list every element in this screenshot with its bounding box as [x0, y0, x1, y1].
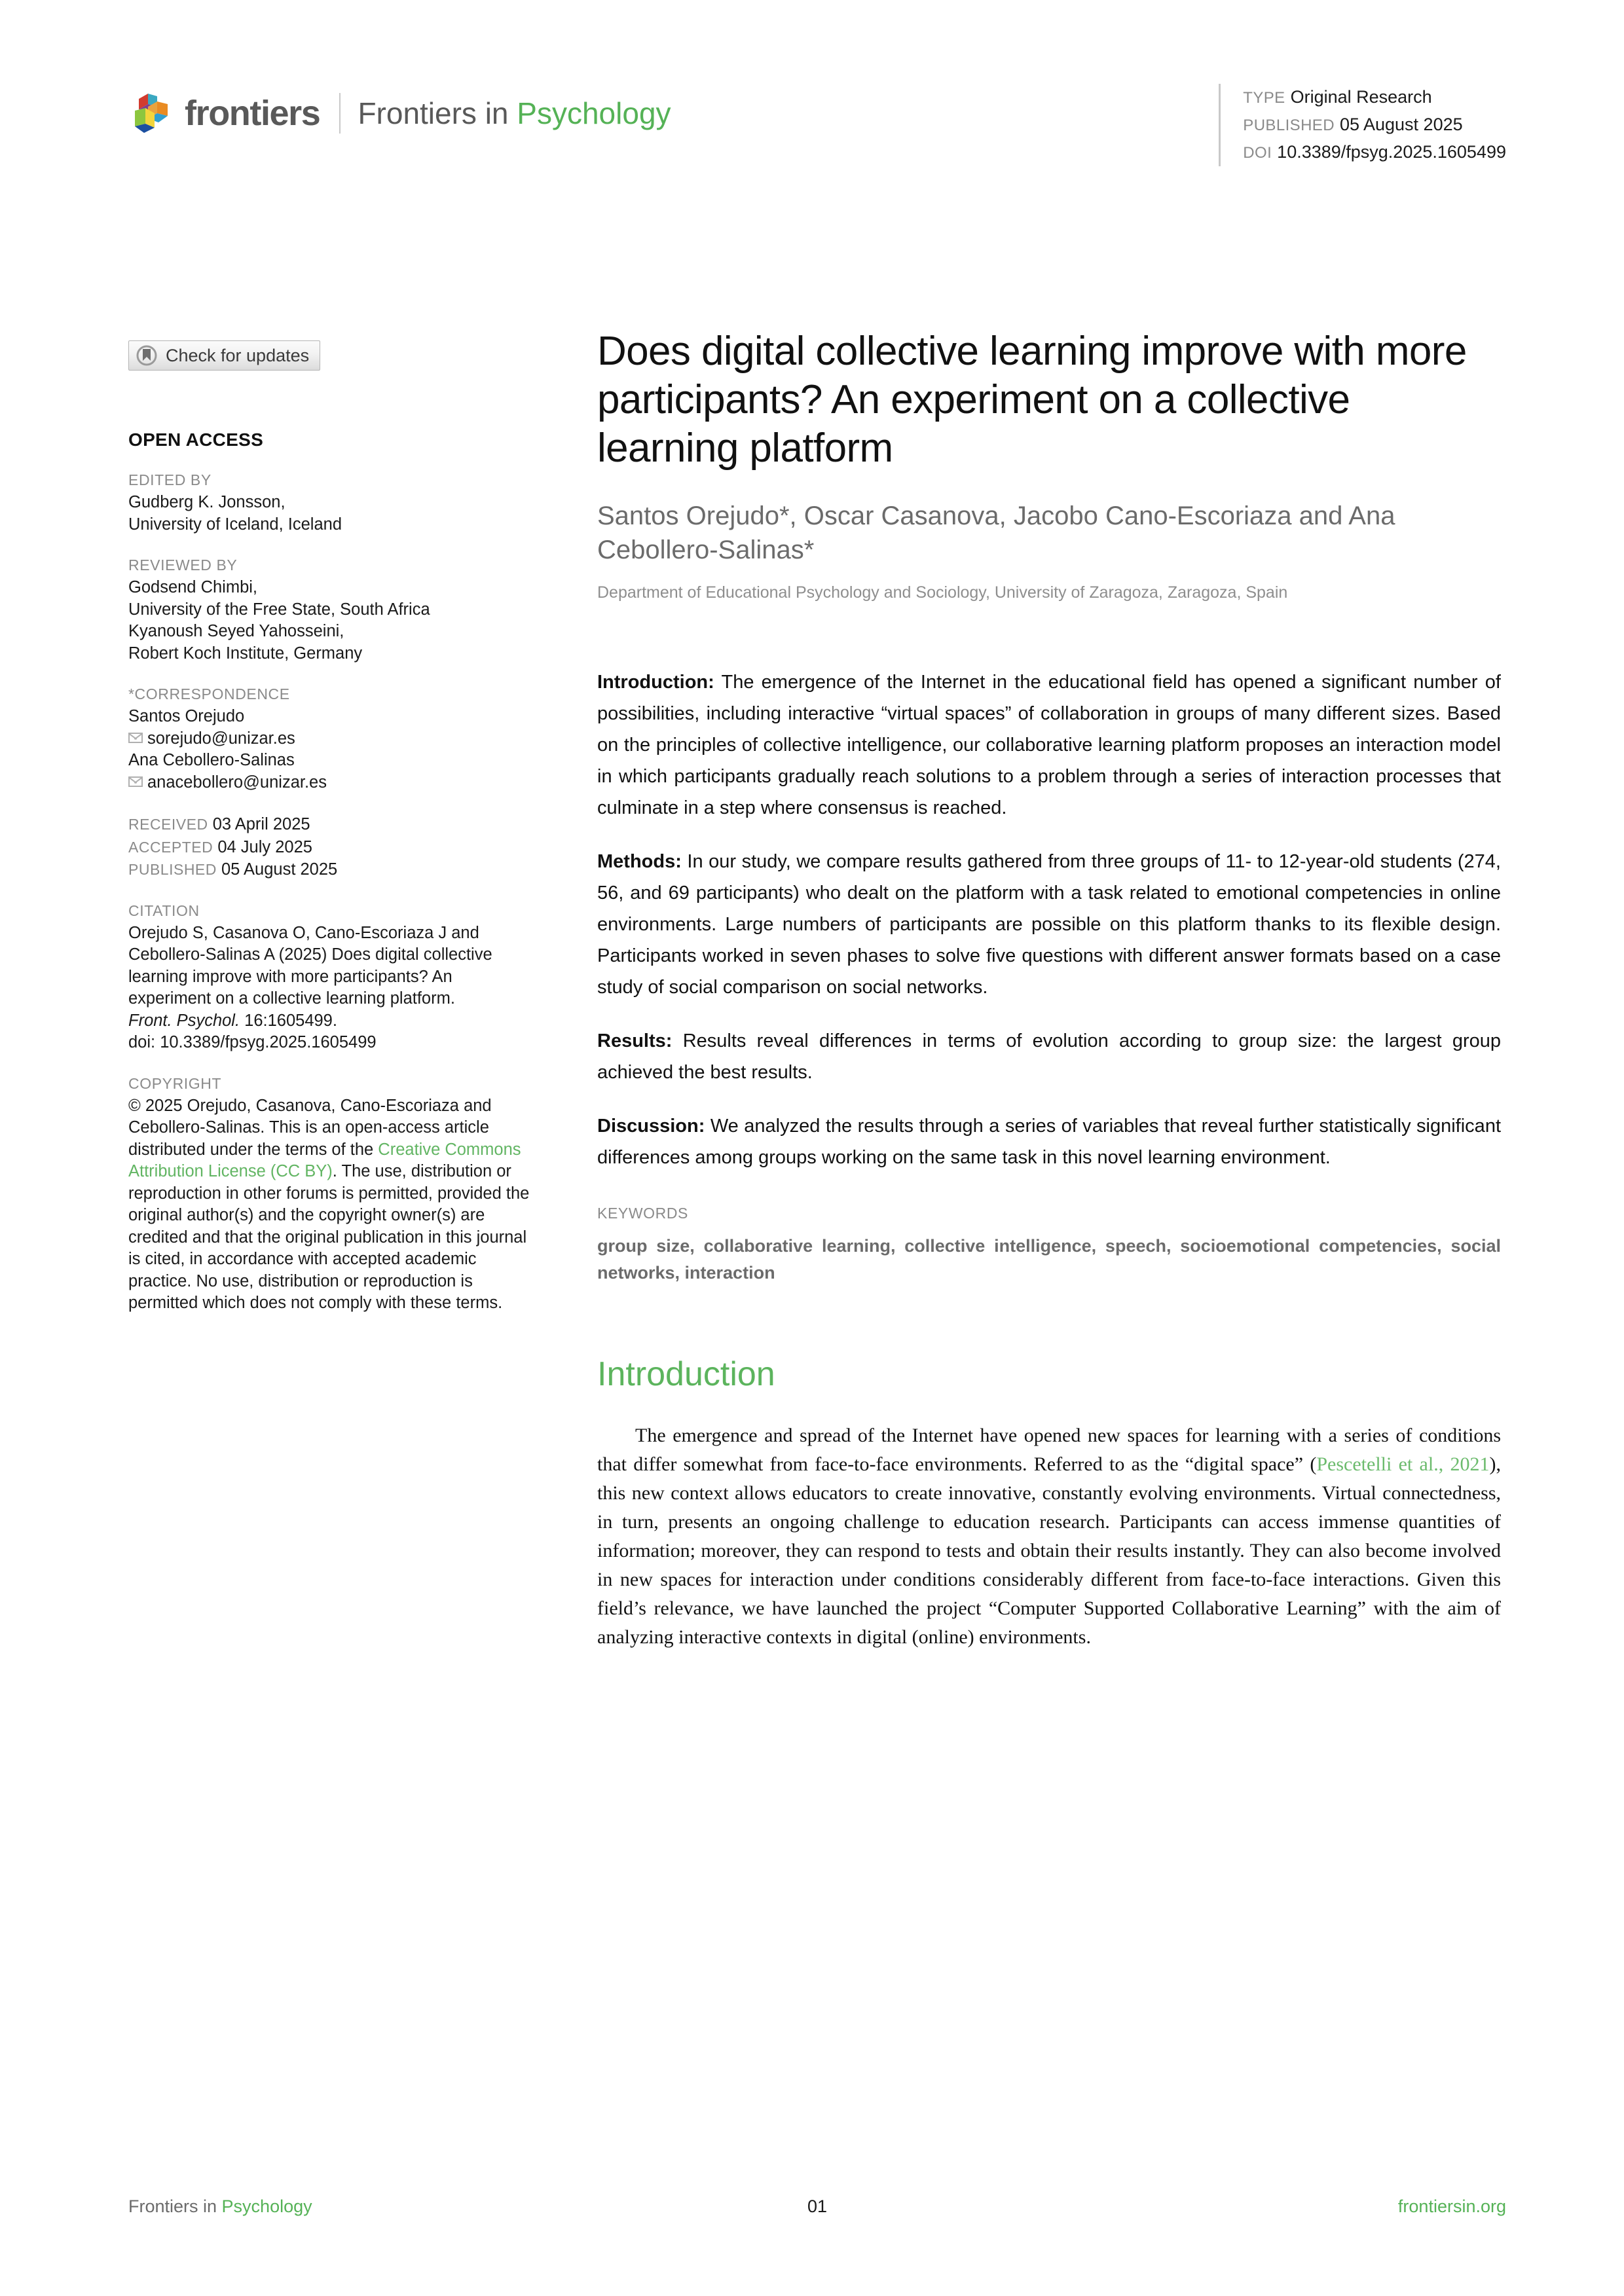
- abstract-methods-text: In our study, we compare results gathered from three groups of 11- to 12-year-old students (274, 56, and 69 participants) who dealt on the platform with a task related to emotional competencies in online environments. Large numbers of participants are possible on this platform thanks to its flexible design. Participants worked in seven phases to solve five questions with different answer formats based on a case study of social comparison on social networks.: [597, 851, 1501, 998]
- date-published-value: 05 August 2025: [221, 860, 338, 879]
- meta-row-published: [1243, 111, 1506, 139]
- meta-label-type: TYPE: [1243, 89, 1285, 107]
- abstract-results-text: Results reveal differences in terms of evolution according to group size: the largest group achieved the best results.: [597, 1030, 1501, 1083]
- inline-citation-link[interactable]: Pescetelli et al., 2021: [1316, 1453, 1490, 1475]
- meta-label-published: PUBLISHED: [1243, 117, 1335, 134]
- envelope-icon: [128, 733, 143, 743]
- copyright-text: [128, 1095, 534, 1315]
- citation-doi[interactable]: doi: 10.3389/fpsyg.2025.1605499: [128, 1033, 377, 1051]
- correspondence-name-2: Ana Cebollero-Salinas: [128, 751, 295, 769]
- article-main: [597, 327, 1501, 1671]
- editor-affiliation: University of Iceland, Iceland: [128, 515, 342, 534]
- frontiers-logo-icon: [128, 90, 175, 137]
- reviewer-affiliation-2: Robert Koch Institute, Germany: [128, 644, 363, 663]
- page-header: [128, 84, 1506, 162]
- copyright-text-part1: © 2025 Orejudo, Casanova, Cano-Escoriaza and Cebollero-Salinas. This is an open-access article distributed under the terms of the: [128, 1096, 492, 1159]
- footer-journal-prefix: Frontiers in: [128, 2196, 222, 2216]
- envelope-icon: [128, 776, 143, 787]
- brand-divider: [339, 93, 341, 134]
- journal-title-accent: Psychology: [517, 96, 671, 130]
- date-received: [128, 813, 534, 836]
- introduction-paragraph: [597, 1421, 1501, 1652]
- open-access-badge: OPEN ACCESS: [128, 429, 264, 450]
- affiliation: Department of Educational Psychology and Sociology, University of Zaragoza, Zaragoza, Spain: [597, 583, 1288, 602]
- date-received-value: 03 April 2025: [212, 815, 310, 833]
- meta-row-doi: [1243, 139, 1506, 166]
- copyright-group: [128, 1074, 534, 1315]
- abstract-introduction: [597, 666, 1501, 824]
- copyright-label: COPYRIGHT: [128, 1074, 222, 1092]
- meta-label-doi: DOI: [1243, 144, 1272, 162]
- correspondence-group: [128, 684, 534, 793]
- date-published-label: PUBLISHED: [128, 861, 217, 878]
- citation-text: Orejudo S, Casanova O, Cano-Escoriaza J and Cebollero-Salinas A (2025) Does digital collective learning improve with more participants? An experiment on a collective learning platform.: [128, 923, 492, 1008]
- edited-by-label: EDITED BY: [128, 471, 212, 488]
- reviewer-name-1: Godsend Chimbi,: [128, 578, 258, 596]
- abstract-introduction-text: The emergence of the Internet in the educational field has opened a significant number of possibilities, including interactive “virtual spaces” of collaboration in groups of many different sizes. Based on the principles of collective intelligence, our collaborative learning platform proposes an interaction model in which participants gradually reach solutions to a problem through a series of interaction processes that culminate in a step where consensus is reached.: [597, 672, 1501, 818]
- introduction-part-1: The emergence and spread of the Internet have opened new spaces for learning with a series of conditions that differ somewhat from face-to-face environments. Referred to as the “digital space” (: [597, 1425, 1501, 1475]
- abstract-discussion: [597, 1110, 1501, 1173]
- edited-by-group: [128, 470, 534, 536]
- meta-value-type: Original Research: [1290, 87, 1432, 107]
- citation-journal: Front. Psychol.: [128, 1011, 240, 1030]
- correspondence-label: *CORRESPONDENCE: [128, 685, 290, 702]
- citation-label: CITATION: [128, 902, 200, 919]
- journal-brand: [128, 89, 671, 137]
- page-title: Does digital collective learning improve with more participants? An experiment on a collective learning platform: [597, 329, 1467, 471]
- dates-group: [128, 813, 534, 881]
- date-accepted: [128, 836, 534, 859]
- author-list: Santos Orejudo*, Oscar Casanova, Jacobo Cano-Escoriaza and Ana Cebollero-Salinas*: [597, 501, 1395, 564]
- date-accepted-label: ACCEPTED: [128, 838, 213, 856]
- abstract-introduction-heading: Introduction:: [597, 672, 714, 693]
- footer-journal: [128, 2196, 312, 2217]
- crossmark-icon: [136, 344, 158, 367]
- correspondence-email-row-1[interactable]: [128, 728, 534, 750]
- journal-title-prefix: Frontiers in: [358, 96, 517, 130]
- reviewer-affiliation-1: University of the Free State, South Africa: [128, 600, 430, 619]
- meta-value-published: 05 August 2025: [1339, 115, 1463, 134]
- correspondence-email-row-2[interactable]: [128, 772, 534, 794]
- editor-name: Gudberg K. Jonsson,: [128, 493, 286, 511]
- footer-website-link[interactable]: frontiersin.org: [1397, 2196, 1506, 2216]
- date-received-label: RECEIVED: [128, 816, 208, 833]
- citation-journal-line: [128, 1010, 534, 1032]
- abstract-results: [597, 1025, 1501, 1088]
- citation-volume: 16:1605499.: [240, 1011, 337, 1030]
- check-for-updates-button[interactable]: [128, 340, 320, 371]
- correspondence-name-1: Santos Orejudo: [128, 707, 245, 725]
- meta-row-type: [1243, 84, 1506, 111]
- reviewed-by-label: REVIEWED BY: [128, 556, 238, 574]
- keywords-label: KEYWORDS: [597, 1205, 688, 1222]
- citation-group: [128, 901, 534, 1054]
- cc-license-link[interactable]: Creative Commons Attribution License (CC BY): [128, 1140, 521, 1180]
- abstract-discussion-text: We analyzed the results through a series of variables that reveal further statistically significant differences among groups working on the same task in this novel learning environment.: [597, 1116, 1501, 1168]
- correspondence-email-2[interactable]: anacebollero@unizar.es: [147, 773, 327, 792]
- frontiers-wordmark: frontiers: [185, 94, 320, 133]
- introduction-part-2: ), this new context allows educators to create innovative, constantly evolving environments. Virtual connectedness, in turn, presents an ongoing challenge to education research. Participants can access immense quantities of information; moreover, they can respond to tests and obtain their results instantly. They can also become involved in new spaces for interaction under conditions considerably different from face-to-face interactions. Given this field’s relevance, we have launched the project “Computer Supported Collaborative Learning” with the aim of analyzing interactive contexts in digital (online) environments.: [597, 1453, 1502, 1648]
- copyright-text-part2: . The use, distribution or reproduction in other forums is permitted, provided the original author(s) and the copyright owner(s) are credited and that the original publication in this journal is cited, in accordance with accepted academic practice. No use, distribution or reproduction is permitted which does not comply with these terms.: [128, 1162, 530, 1312]
- reviewer-name-2: Kyanoush Seyed Yahosseini,: [128, 622, 344, 640]
- abstract: [597, 666, 1501, 1173]
- meta-value-doi[interactable]: 10.3389/fpsyg.2025.1605499: [1277, 142, 1506, 162]
- abstract-results-heading: Results:: [597, 1030, 673, 1051]
- abstract-discussion-heading: Discussion:: [597, 1116, 705, 1137]
- page-footer: [128, 2196, 1506, 2223]
- page-number: 01: [807, 2196, 828, 2216]
- check-for-updates-label: Check for updates: [166, 345, 310, 365]
- keywords-list: group size, collaborative learning, collective intelligence, speech, socioemotional competencies, social networks, interaction: [597, 1236, 1501, 1283]
- date-accepted-value: 04 July 2025: [217, 837, 312, 856]
- section-heading-introduction: Introduction: [597, 1355, 775, 1393]
- correspondence-email-1[interactable]: sorejudo@unizar.es: [147, 729, 295, 748]
- footer-journal-accent: Psychology: [221, 2196, 312, 2216]
- abstract-methods-heading: Methods:: [597, 851, 682, 872]
- abstract-methods: [597, 846, 1501, 1003]
- article-sidebar: [128, 340, 534, 1315]
- date-published: [128, 858, 534, 881]
- article-meta: [1219, 84, 1506, 166]
- reviewed-by-group: [128, 555, 534, 665]
- journal-title: [358, 98, 671, 128]
